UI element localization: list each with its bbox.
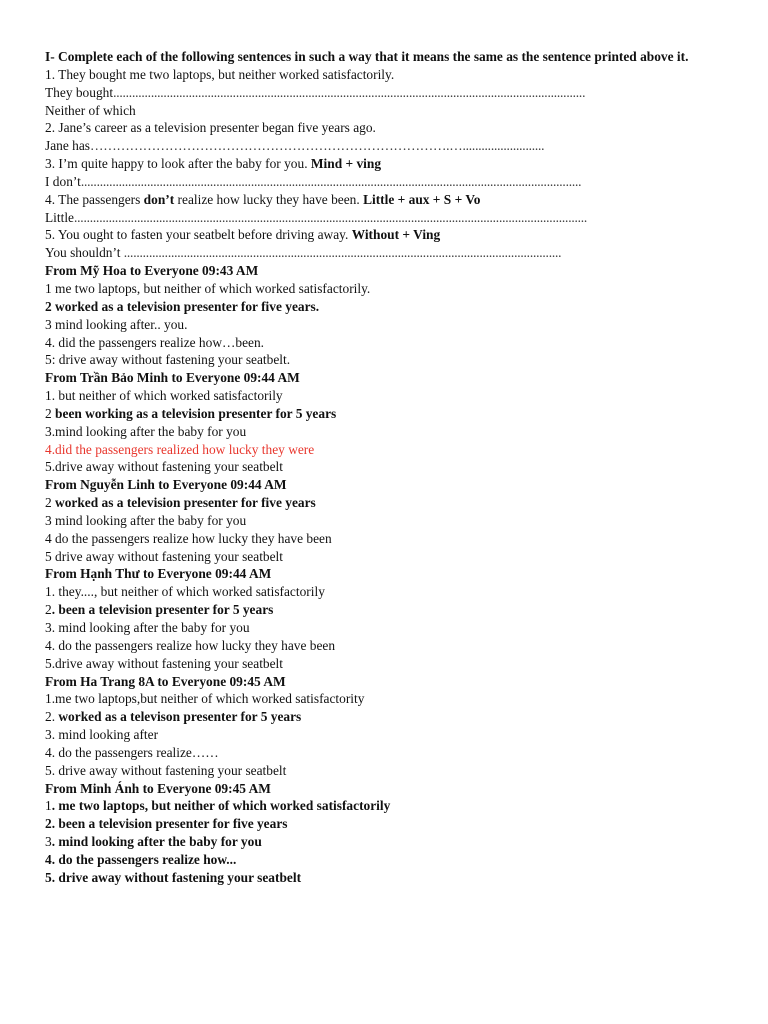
message-line (45, 583, 735, 601)
exercise-text-after: realize how lucky they have been. (174, 191, 364, 207)
exercise-text: Jane has (45, 138, 90, 154)
exercise-line (45, 191, 735, 209)
exercise-hint: Without + Ving (351, 227, 441, 243)
message-line (45, 316, 735, 334)
message-header: From Hạnh Thư to Everyone 09:44 AM (45, 566, 272, 582)
answer-text: 4 do the passengers realize how lucky they have been (45, 530, 332, 546)
answer-text: . me two laptops, but neither of which worked satisfactorily (51, 798, 391, 814)
answer-text: . mind looking after the baby for you (51, 834, 262, 850)
message-line (45, 441, 735, 459)
message-header: From Trần Bảo Minh to Everyone 09:44 AM (45, 370, 300, 386)
answer-text: 5. drive away without fastening your seatbelt (45, 762, 287, 778)
answer-text: worked as a televison presenter for 5 years (58, 709, 302, 725)
answer-text: 2. been a television presenter for five years (45, 816, 288, 832)
exercise-text: They bought (45, 84, 114, 100)
answer-text: 5: drive away without fastening your seatbelt. (45, 352, 291, 368)
answer-blank: ............................................................................................................................................................... (80, 173, 582, 189)
exercise-text: 4. The passengers (45, 191, 144, 207)
message-line (45, 494, 735, 512)
message-line (45, 708, 735, 726)
answer-blank: ........................................................................................................................................... (123, 245, 562, 261)
message-line (45, 351, 735, 369)
exercise-text: 3. I’m quite happy to look after the baby for you. (45, 156, 311, 172)
exercise-line (45, 66, 735, 84)
answer-text: 1 me two laptops, but neither of which worked satisfactorily. (45, 280, 371, 296)
message-line (45, 833, 735, 851)
message-line (45, 512, 735, 530)
answer-number: 2 (45, 602, 52, 618)
message-line (45, 726, 735, 744)
message-line (45, 423, 735, 441)
answer-text: 2 worked as a television presenter for five years. (45, 298, 320, 314)
answer-number: 2. (45, 709, 59, 725)
answer-blank: ……………………………………………………………………….….......................... (90, 138, 545, 154)
answer-text: been working as a television presenter for 5 years (55, 405, 337, 421)
exercise-text: 1. They bought me two laptops, but neither worked satisfactorily. (45, 66, 395, 82)
answer-text: 5 drive away without fastening your seatbelt (45, 548, 283, 564)
exercise-text: You shouldn’t (45, 245, 124, 261)
message-line (45, 458, 735, 476)
answer-blank: ...................................................................................................................................................... (113, 84, 586, 100)
answer-text: 3 mind looking after the baby for you (45, 512, 247, 528)
message-line (45, 619, 735, 637)
exercise-line (45, 226, 735, 244)
answer-text: 4. do the passengers realize how... (45, 851, 237, 867)
exercise-text: 2. Jane’s career as a television presenter began five years ago. (45, 120, 376, 136)
answer-text: 4. do the passengers realize…… (45, 744, 219, 760)
message-line (45, 815, 735, 833)
message-line (45, 637, 735, 655)
exercise-line (45, 209, 735, 227)
chat-responses (45, 262, 735, 887)
message-line (45, 690, 735, 708)
exercise-text: 5. You ought to fasten your seatbelt before driving away. (45, 227, 352, 243)
message-header: From Mỹ Hoa to Everyone 09:43 AM (45, 263, 259, 279)
exercise-line (45, 137, 735, 155)
message-line (45, 334, 735, 352)
answer-number: 2 (45, 495, 56, 511)
exercise-hint: Little + aux + S + Vo (363, 191, 481, 207)
answer-number: 2 (45, 405, 56, 421)
exercise-section (45, 66, 735, 262)
message-header: From Ha Trang 8A to Everyone 09:45 AM (45, 673, 286, 689)
exercise-line (45, 102, 735, 120)
exercise-line (45, 244, 735, 262)
exercise-line (45, 173, 735, 191)
message-line (45, 762, 735, 780)
answer-text: 3.mind looking after the baby for you (45, 423, 247, 439)
answer-text: 1. they...., but neither of which worked satisfactorily (45, 584, 325, 600)
answer-blank: ................................................................................................................................................................... (74, 209, 588, 225)
message-line (45, 797, 735, 815)
exercise-title: I- Complete each of the following sentences in such a way that it means the same as the sentence printed above it. (45, 49, 689, 64)
exercise-text: I don’t (45, 173, 81, 189)
exercise-line (45, 155, 735, 173)
message-line (45, 298, 735, 316)
answer-text: 3 mind looking after.. you. (45, 316, 188, 332)
message-line (45, 387, 735, 405)
answer-text: 4. do the passengers realize how lucky they have been (45, 637, 336, 653)
message-line (45, 655, 735, 673)
answer-number: 1 (45, 798, 52, 814)
exercise-emphasis: don’t (143, 191, 175, 207)
document-page (45, 48, 735, 887)
answer-text: 1.me two laptops,but neither of which worked satisfactority (45, 691, 365, 707)
message-line (45, 280, 735, 298)
exercise-text: Neither of which (45, 102, 136, 118)
message-line (45, 548, 735, 566)
message-line (45, 405, 735, 423)
message-header: From Minh Ánh to Everyone 09:45 AM (45, 780, 271, 796)
message-header: From Nguyễn Linh to Everyone 09:44 AM (45, 477, 287, 493)
exercise-line (45, 84, 735, 102)
answer-text: 5.drive away without fastening your seatbelt (45, 459, 283, 475)
message-line (45, 601, 735, 619)
exercise-hint: Mind + ving (310, 156, 382, 172)
exercise-line (45, 119, 735, 137)
answer-number: 3 (45, 834, 52, 850)
answer-text: . been a television presenter for 5 years (51, 602, 274, 618)
answer-text: 3. mind looking after (45, 727, 159, 743)
message-line (45, 530, 735, 548)
answer-text: 5.drive away without fastening your seatbelt (45, 655, 283, 671)
message-line (45, 744, 735, 762)
answer-text: worked as a television presenter for five years (55, 495, 316, 511)
answer-text: 1. but neither of which worked satisfactorily (45, 388, 283, 404)
answer-text: 4. did the passengers realize how…been. (45, 334, 265, 350)
message-line (45, 851, 735, 869)
message-line (45, 869, 735, 887)
answer-text: 5. drive away without fastening your seatbelt (45, 869, 302, 885)
exercise-text: Little (45, 209, 75, 225)
answer-text: 3. mind looking after the baby for you (45, 620, 250, 635)
answer-text: 4.did the passengers realized how lucky they were (45, 441, 315, 457)
